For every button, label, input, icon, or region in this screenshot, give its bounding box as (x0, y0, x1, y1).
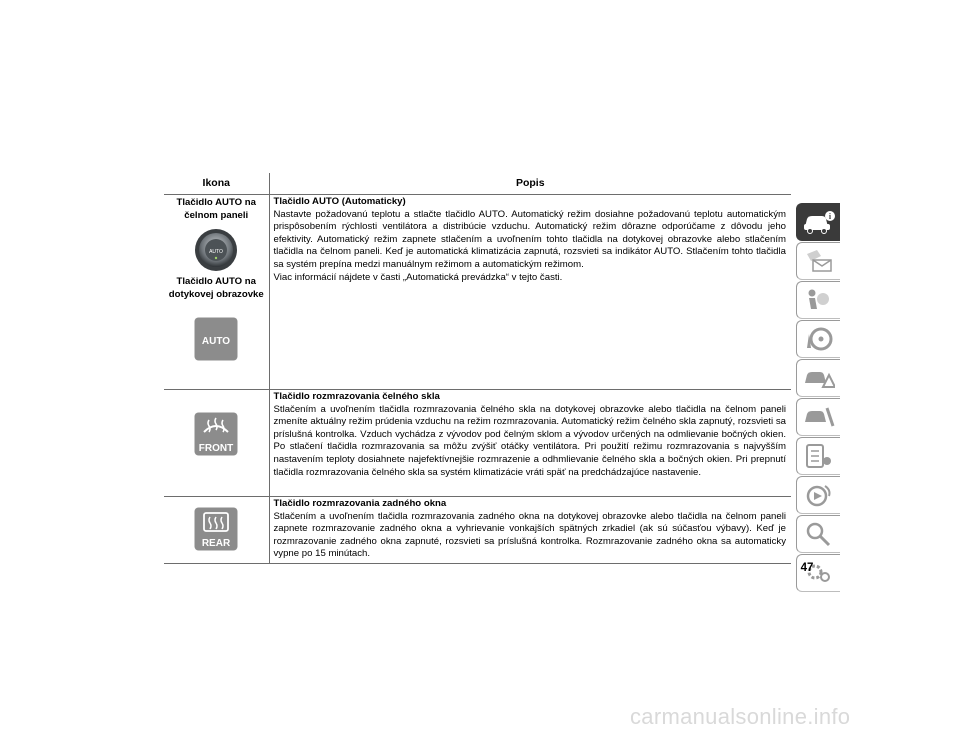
front-defrost-icon (194, 412, 238, 456)
knob-text: AUTO (209, 249, 224, 256)
message-icon (803, 248, 835, 274)
watermark: carmanualsonline.info (630, 704, 851, 729)
header-icon: Ikona (164, 173, 269, 195)
row-paragraph: Viac informácií nájdete v časti „Automatická prevádzka“ v tejto časti. (273, 271, 563, 283)
tab-service[interactable] (796, 398, 840, 436)
tab-emergency[interactable] (796, 359, 840, 397)
service-icon (803, 404, 835, 430)
auto-button-icon (194, 317, 238, 361)
controls-table (164, 173, 791, 564)
tab-specifications[interactable] (796, 437, 840, 475)
table-row (164, 497, 791, 564)
svg-text:i: i (828, 212, 832, 221)
icon-cell (164, 497, 269, 564)
search-icon (803, 521, 835, 547)
front-button-text: FRONT (199, 443, 234, 454)
breakdown-icon (803, 365, 835, 391)
tab-index[interactable] (796, 515, 840, 553)
table-header-row (164, 173, 791, 195)
row-title: Tlačidlo AUTO (Automaticky) (273, 196, 406, 207)
tab-driving[interactable] (796, 320, 840, 358)
chapter-tabs (796, 202, 842, 592)
header-description: Popis (269, 173, 791, 195)
tab-safety[interactable] (796, 281, 840, 319)
airbag-icon (803, 287, 835, 313)
icon-cell (164, 390, 269, 497)
row-paragraph: Stlačením a uvoľnením tlačidla rozmrazovania zadného okna na dotykovej obrazovke alebo tlačidla na čelnom paneli zapnete rozmrazovanie zadného okna a vyhrievanie vonkajších spätných zrkadiel (ak sú súčasťou výbavy). Keď je rozmrazovanie zadného okna zapnuté, rozsvieti sa príslušná kontrolka. Rozmrazovanie zadného okna sa automaticky vypne po 15 minútach. (273, 510, 786, 560)
description-cell (269, 195, 791, 390)
tab-car-info[interactable] (796, 203, 840, 241)
auto-knob-icon (194, 228, 238, 272)
icon-label-front-panel: Tlačidlo AUTO na čelnom paneli (176, 197, 256, 221)
description-cell (269, 390, 791, 497)
checklist-icon (803, 443, 835, 469)
page-number: 47 (800, 562, 814, 574)
auto-button-text: AUTO (202, 336, 231, 348)
rear-button-text: REAR (202, 538, 231, 549)
tab-multimedia[interactable] (796, 476, 840, 514)
table-row (164, 195, 791, 390)
steering-icon (803, 326, 835, 352)
description-cell (269, 497, 791, 564)
table-row (164, 390, 791, 497)
row-paragraph: Stlačením a uvoľnením tlačidla rozmrazovania čelného skla na dotykovej obrazovke alebo tlačidla na čelnom paneli zmeníte aktuálny režim prúdenia vzduchu na režim rozmrazovania. Automatický režim čelného skla zapnutý, rozsvieti sa príslušná kontrolka. Vzduch vychádza z vývodov pod čelným sklom a vývodov určených na odmlievanie bočných okien. Po stlačení tlačidla rozmrazovania sa môžu zvýšiť otáčky ventilátora. Pri použití režimu rozmrazovania s najvyšším nastavením teploty dosiahnete najefektívnejšie rozmrazenie a odhmlievanie čelného skla a bočných okien. Pri prepnutí tlačidla rozmrazovania čelného skla sa systém klimatizácie vráti späť na predchádzajúce nastavenie. (273, 403, 786, 478)
row-title: Tlačidlo rozmrazovania zadného okna (273, 498, 447, 509)
row-paragraph: Nastavte požadovanú teplotu a stlačte tlačidlo AUTO. Automatický režim dosiahne požadovanú teplotu automatickým prispôsobením rýchlosti ventilátora a distribúcie vzduchu. Automatický režim dôrazne odporúčame z dôvodu jeho efektivity. Automatický režim zapnete stlačením a uvoľnením tohto tlačidla na dotykovej obrazovke alebo stlačením tlačidla na čelnom paneli. Keď je automatická klimatizácia zapnutá, rozsvieti sa indikátor AUTO. Stlačením tohto tlačidla sa systém prepína medzi manuálnym režimom a automatickým režimom. (273, 208, 786, 270)
tab-messages[interactable] (796, 242, 840, 280)
car-info-icon (803, 209, 835, 235)
row-title: Tlačidlo rozmrazovania čelného skla (273, 391, 440, 402)
rear-defrost-icon (194, 507, 238, 551)
icon-cell (164, 195, 269, 390)
icon-label-touchscreen: Tlačidlo AUTO na dotykovej obrazovke (168, 276, 264, 300)
multimedia-icon (803, 482, 835, 508)
